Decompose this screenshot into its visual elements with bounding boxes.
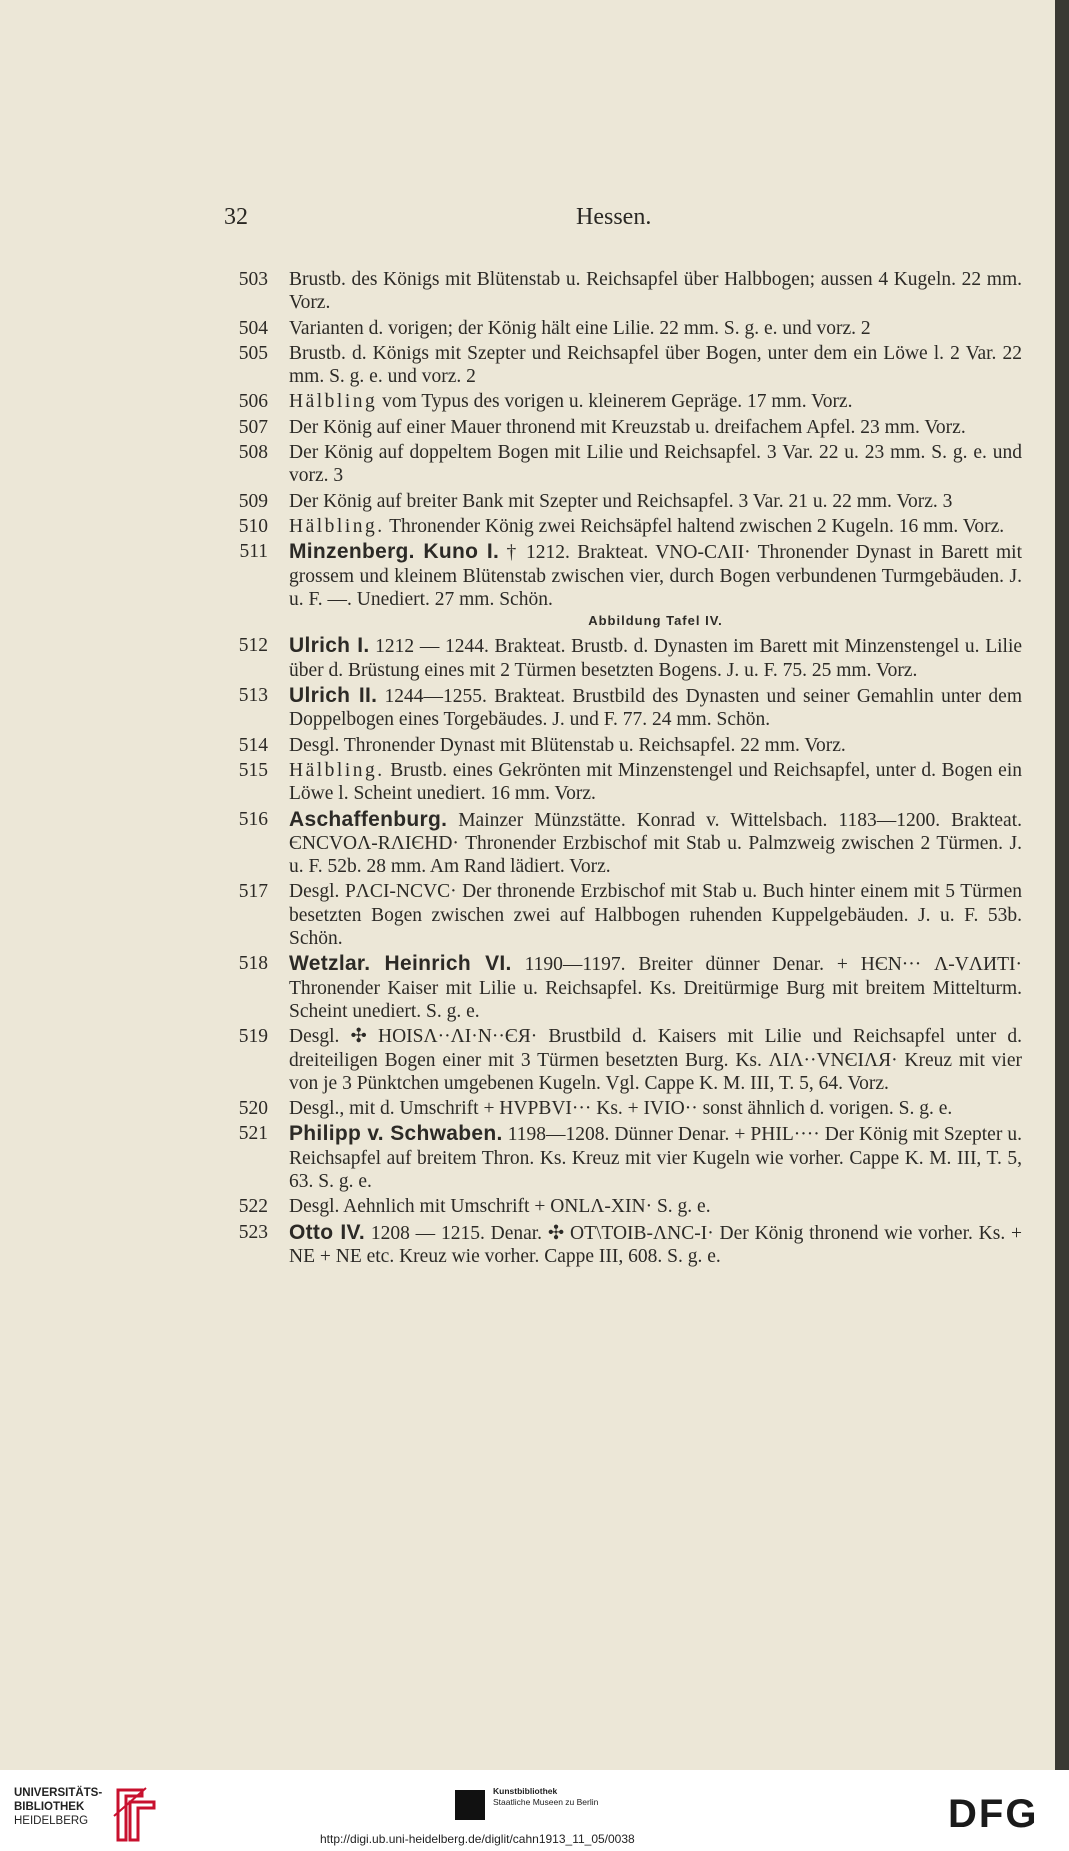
entry-text: Desgl. PΛCI-NCVC· Der thronende Erzbischof mit Stab u. Buch hinter einem mit 5 Türmen besetzten Bogen zwischen zwei auf Halbbogen ruhenden Kuppelgebäuden. J. u. F. 53b. Schön.	[289, 881, 1022, 950]
entry-number: 508	[238, 442, 268, 464]
catalog-entry	[224, 268, 1022, 315]
catalog-entry	[224, 808, 1022, 879]
ub-line-3: HEIDELBERG	[14, 1815, 89, 1827]
entry-number: 520	[238, 1098, 268, 1120]
entry-number: 514	[238, 734, 268, 756]
entry-text: Mainzer Münzstätte. Konrad v. Wittelsbach. 1183—1200. Brakteat. ЄNCVOΛ-RΛIЄHD· Thronender Erzbischof mit Stab u. Palmzweig zwischen 2 Türmen. J. u. F. 52b. 28 mm. Am Rand lädiert. Vorz.	[289, 809, 1022, 878]
entry-heading: Otto IV.	[289, 1220, 366, 1244]
entry-text: 1212 — 1244. Brakteat. Brustb. d. Dynasten im Barett mit Minzenstengel u. Lilie über d. Brüstung eines mit 2 Türmen besetzten Bogens. J. u. F. 75. 25 mm. Vorz.	[289, 636, 1023, 681]
catalog-entry	[224, 759, 1022, 806]
page-header	[224, 204, 1024, 238]
entry-heading: Ulrich II.	[289, 684, 378, 708]
entry-number: 512	[238, 635, 268, 657]
page-number: 32	[224, 204, 248, 230]
page-title: Hessen.	[576, 204, 652, 230]
entry-text: Der König auf einer Mauer thronend mit Kreuzstab u. dreifachem Apfel. 23 mm. Vorz.	[289, 416, 966, 438]
entry-spaced-term: Hälbling	[289, 391, 378, 413]
catalog-entry	[224, 734, 1022, 757]
entry-number: 522	[238, 1196, 268, 1218]
entry-text: Brustb. d. Königs mit Szepter und Reichsapfel über Bogen, unter dem ein Löwe l. 2 Var. 22 mm. S. g. e. und vorz. 2	[289, 342, 1022, 388]
catalog-entry	[224, 441, 1022, 488]
entry-text: Desgl. Aehnlich mit Umschrift + ONLΛ-XIN· S. g. e.	[289, 1196, 711, 1218]
entry-heading: Philipp v. Schwaben.	[289, 1122, 503, 1146]
catalog-entry	[224, 1195, 1022, 1218]
entry-number: 517	[238, 881, 268, 903]
entry-text: † 1212. Brakteat. VNO-CΛII· Thronender Dynast in Barett mit grossem und kleinem Blütenstab zwischen vier, durch Bogen verbundenen Turmgebäuden. J. u. F. —. Unediert. 27 mm. Schön.	[289, 542, 1022, 610]
entry-number: 513	[238, 685, 268, 707]
entry-number: 510	[238, 515, 268, 537]
kunstbibliothek-mark-icon	[455, 1790, 485, 1820]
catalog-entry	[224, 390, 1022, 413]
entry-text: 1190—1197. Breiter dünner Denar. + HЄN··· Λ-VΛИTI· Thronender Kaiser mit Lilie u. Reichsapfel. Ks. Dreitürmige Burg mit breitem Mittelturm. Scheint unediert. S. g. e.	[289, 954, 1023, 1022]
university-library-logo[interactable]	[14, 1786, 154, 1844]
entry-text: Varianten d. vorigen; der König hält eine Lilie. 22 mm. S. g. e. und vorz. 2	[289, 317, 871, 339]
entry-number: 515	[238, 759, 268, 781]
entry-text: Der König auf doppeltem Bogen mit Lilie und Reichsapfel. 3 Var. 22 u. 23 mm. S. g. e. und vorz. 3	[289, 442, 1022, 487]
entry-text: 1208 — 1215. Denar. ✣ OT\TOIB-ΛNC-I· Der König thronend wie vorher. Ks. + NE + NE etc. Kreuz wie vorher. Cappe III, 608. S. g. e.	[289, 1222, 1022, 1267]
entry-heading: Aschaffenburg.	[289, 807, 448, 831]
entry-text: Desgl. ✣ HOISΛ··ΛI·N··ЄЯ· Brustbild d. Kaisers mit Lilie und Reichsapfel unter d. dreiteiligen Bogen einer mit 3 Türmen besetzten Burg. Ks. ΛIΛ··VNЄIΛЯ· Kreuz mit vier von je 3 Pünktchen umgebenen Kugeln. Vgl. Cappe K. M. III, T. 5, 64. Vorz.	[289, 1026, 1022, 1094]
catalog-entry	[224, 1221, 1022, 1269]
permalink-url[interactable]: http://digi.ub.uni-heidelberg.de/diglit/cahn1913_11_05/0038	[320, 1832, 635, 1846]
entry-text: 1244—1255. Brakteat. Brustbild des Dynasten und seiner Gemahlin unter dem Doppelbogen eines Torgebäudes. J. und F. 77. 24 mm. Schön.	[289, 686, 1022, 731]
entry-number: 521	[238, 1123, 268, 1145]
catalog-entry	[224, 1097, 1022, 1120]
entry-number: 506	[238, 391, 268, 413]
footer-bar	[0, 1770, 1069, 1851]
catalog-entry	[224, 1025, 1022, 1095]
ub-line-1: UNIVERSITÄTS-	[14, 1787, 103, 1799]
catalog-entry	[224, 634, 1022, 682]
entry-heading: Minzenberg. Kuno I.	[289, 540, 500, 564]
entry-number: 509	[238, 490, 268, 512]
entry-text: Desgl. Thronender Dynast mit Blütenstab u. Reichsapfel. 22 mm. Vorz.	[289, 734, 846, 756]
kunstbibliothek-logo[interactable]	[455, 1786, 655, 1826]
entry-spaced-term: Hälbling.	[289, 515, 385, 537]
entry-number: 505	[238, 342, 268, 364]
catalog-entry	[224, 952, 1022, 1023]
catalog-entry	[224, 880, 1022, 950]
catalog-entry	[224, 1122, 1022, 1193]
entry-spaced-term: Hälbling.	[289, 759, 385, 781]
kb-line-1: Kunstbibliothek	[493, 1786, 558, 1796]
entry-heading: Wetzlar. Heinrich VI.	[289, 952, 512, 976]
entry-number: 503	[238, 269, 268, 290]
entry-number: 507	[238, 416, 268, 438]
entry-number: 504	[238, 317, 268, 339]
catalog-entries	[224, 268, 1022, 1270]
entry-number: 511	[239, 541, 268, 563]
entry-text: Desgl., mit d. Umschrift + HVPBVI··· Ks. + IVIO·· sonst ähnlich d. vorigen. S. g. e.	[289, 1098, 953, 1120]
entry-text: Der König auf breiter Bank mit Szepter und Reichsapfel. 3 Var. 21 u. 22 mm. Vorz. 3	[289, 490, 953, 512]
catalog-entry	[224, 540, 1022, 632]
entry-text: vom Typus des vorigen u. kleinerem Gepräge. 17 mm. Vorz.	[377, 391, 853, 413]
entry-number: 516	[238, 808, 268, 830]
catalog-entry	[224, 515, 1022, 538]
catalog-entry	[224, 317, 1022, 340]
kb-line-2: Staatliche Museen zu Berlin	[493, 1797, 599, 1807]
ub-line-2: BIBLIOTHEK	[14, 1801, 85, 1813]
entry-text: Brustb. des Königs mit Blütenstab u. Reichsapfel über Halbbogen; aussen 4 Kugeln. 22 mm. Vorz.	[289, 269, 1022, 314]
entry-text: 1198—1208. Dünner Denar. + PHIL···· Der König mit Szepter u. Reichsapfel auf breitem Thron. Ks. Kreuz mit vier Kugeln wie vorher. Cappe K. M. III, T. 5, 63. S. g. e.	[289, 1124, 1022, 1192]
entry-text: Thronender König zwei Reichsäpfel haltend zwischen 2 Kugeln. 16 mm. Vorz.	[384, 515, 1005, 537]
entry-number: 518	[238, 953, 268, 975]
catalog-entry	[224, 684, 1022, 732]
catalog-entry	[224, 490, 1022, 513]
entry-number: 519	[238, 1026, 268, 1048]
catalog-entry	[224, 342, 1022, 389]
catalog-entry	[224, 416, 1022, 439]
entry-number: 523	[238, 1221, 268, 1243]
library-emblem-icon	[112, 1786, 160, 1844]
plate-reference: Abbildung Tafel IV.	[588, 613, 723, 629]
dfg-logo[interactable]: DFG	[948, 1792, 1039, 1836]
entry-text: Brustb. eines Gekrönten mit Minzenstengel und Reichsapfel, unter d. Bogen ein Löwe l. Scheint unediert. 16 mm. Vorz.	[289, 759, 1022, 805]
entry-heading: Ulrich I.	[289, 634, 370, 658]
